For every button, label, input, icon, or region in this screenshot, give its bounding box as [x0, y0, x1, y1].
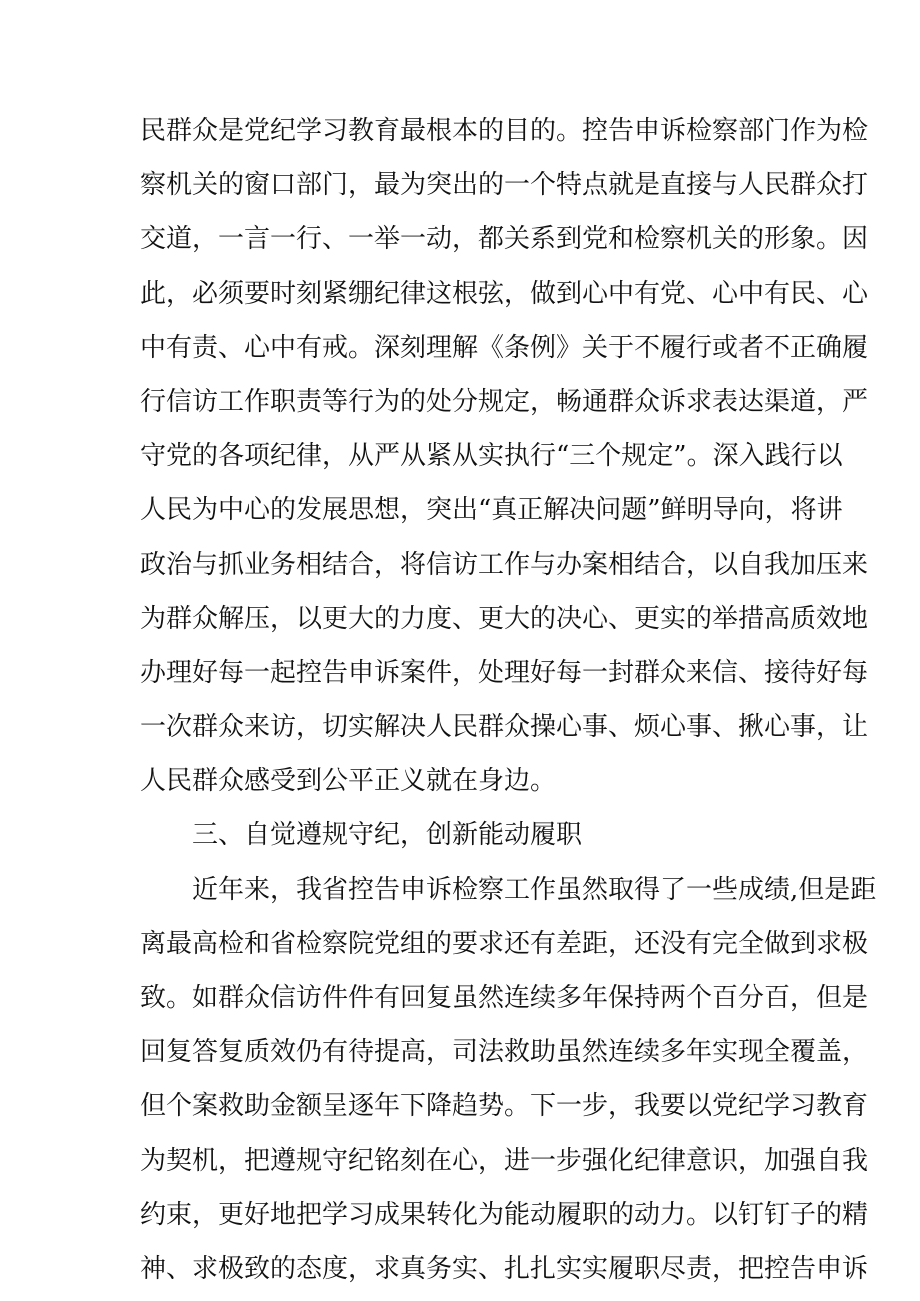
section-heading: 三、自觉遵规守纪，创新能动履职 [192, 820, 583, 851]
text-line: 守党的各项纪律，从严从紧从实执行“三个规定”。深入践行以 [140, 441, 843, 472]
text-line: 约束，更好地把学习成果转化为能动履职的动力。以钉钉子的精 [140, 1199, 869, 1230]
text-line: 为群众解压，以更大的力度、更大的决心、更实的举措高质效地 [140, 603, 869, 634]
text-line: 办理好每一起控告申诉案件，处理好每一封群众来信、接待好每 [140, 657, 869, 688]
text-line: 近年来，我省控告申诉检察工作虽然取得了一些成绩,但是距 [192, 874, 877, 905]
text-line: 但个案救助金额呈逐年下降趋势。下一步，我要以党纪学习教育 [140, 1091, 869, 1122]
text-line: 行信访工作职责等行为的处分规定，畅通群众诉求表达渠道，严 [140, 386, 869, 417]
text-line: 一次群众来访，切实解决人民群众操心事、烦心事、揪心事，让 [140, 712, 869, 743]
text-line: 人民为中心的发展思想，突出“真正解决问题”鲜明导向，将讲 [140, 495, 843, 526]
text-line: 政治与抓业务相结合，将信访工作与办案相结合，以自我加压来 [140, 549, 869, 580]
text-line: 人民群众感受到公平正义就在身边。 [140, 766, 557, 797]
text-line: 神、求极致的态度，求真务实、扎扎实实履职尽责，把控告申诉 [140, 1253, 869, 1284]
text-line: 离最高检和省检察院党组的要求还有差距，还没有完全做到求极 [140, 928, 869, 959]
text-line: 察机关的窗口部门，最为突出的一个特点就是直接与人民群众打 [140, 170, 869, 201]
document-body [140, 104, 877, 1296]
text-line: 中有责、心中有戒。深刻理解《条例》关于不履行或者不正确履 [140, 332, 869, 363]
text-line: 此，必须要时刻紧绷纪律这根弦，做到心中有党、心中有民、心 [140, 278, 869, 309]
text-line: 为契机，把遵规守纪铭刻在心，进一步强化纪律意识，加强自我 [140, 1145, 869, 1176]
text-line: 交道，一言一行、一举一动，都关系到党和检察机关的形象。因 [140, 224, 869, 255]
text-line: 致。如群众信访件件有回复虽然连续多年保持两个百分百，但是 [140, 983, 869, 1013]
text-line: 回复答复质效仍有待提高，司法救助虽然连续多年实现全覆盖， [140, 1037, 869, 1068]
text-line: 民群众是党纪学习教育最根本的目的。控告申诉检察部门作为检 [140, 116, 869, 146]
